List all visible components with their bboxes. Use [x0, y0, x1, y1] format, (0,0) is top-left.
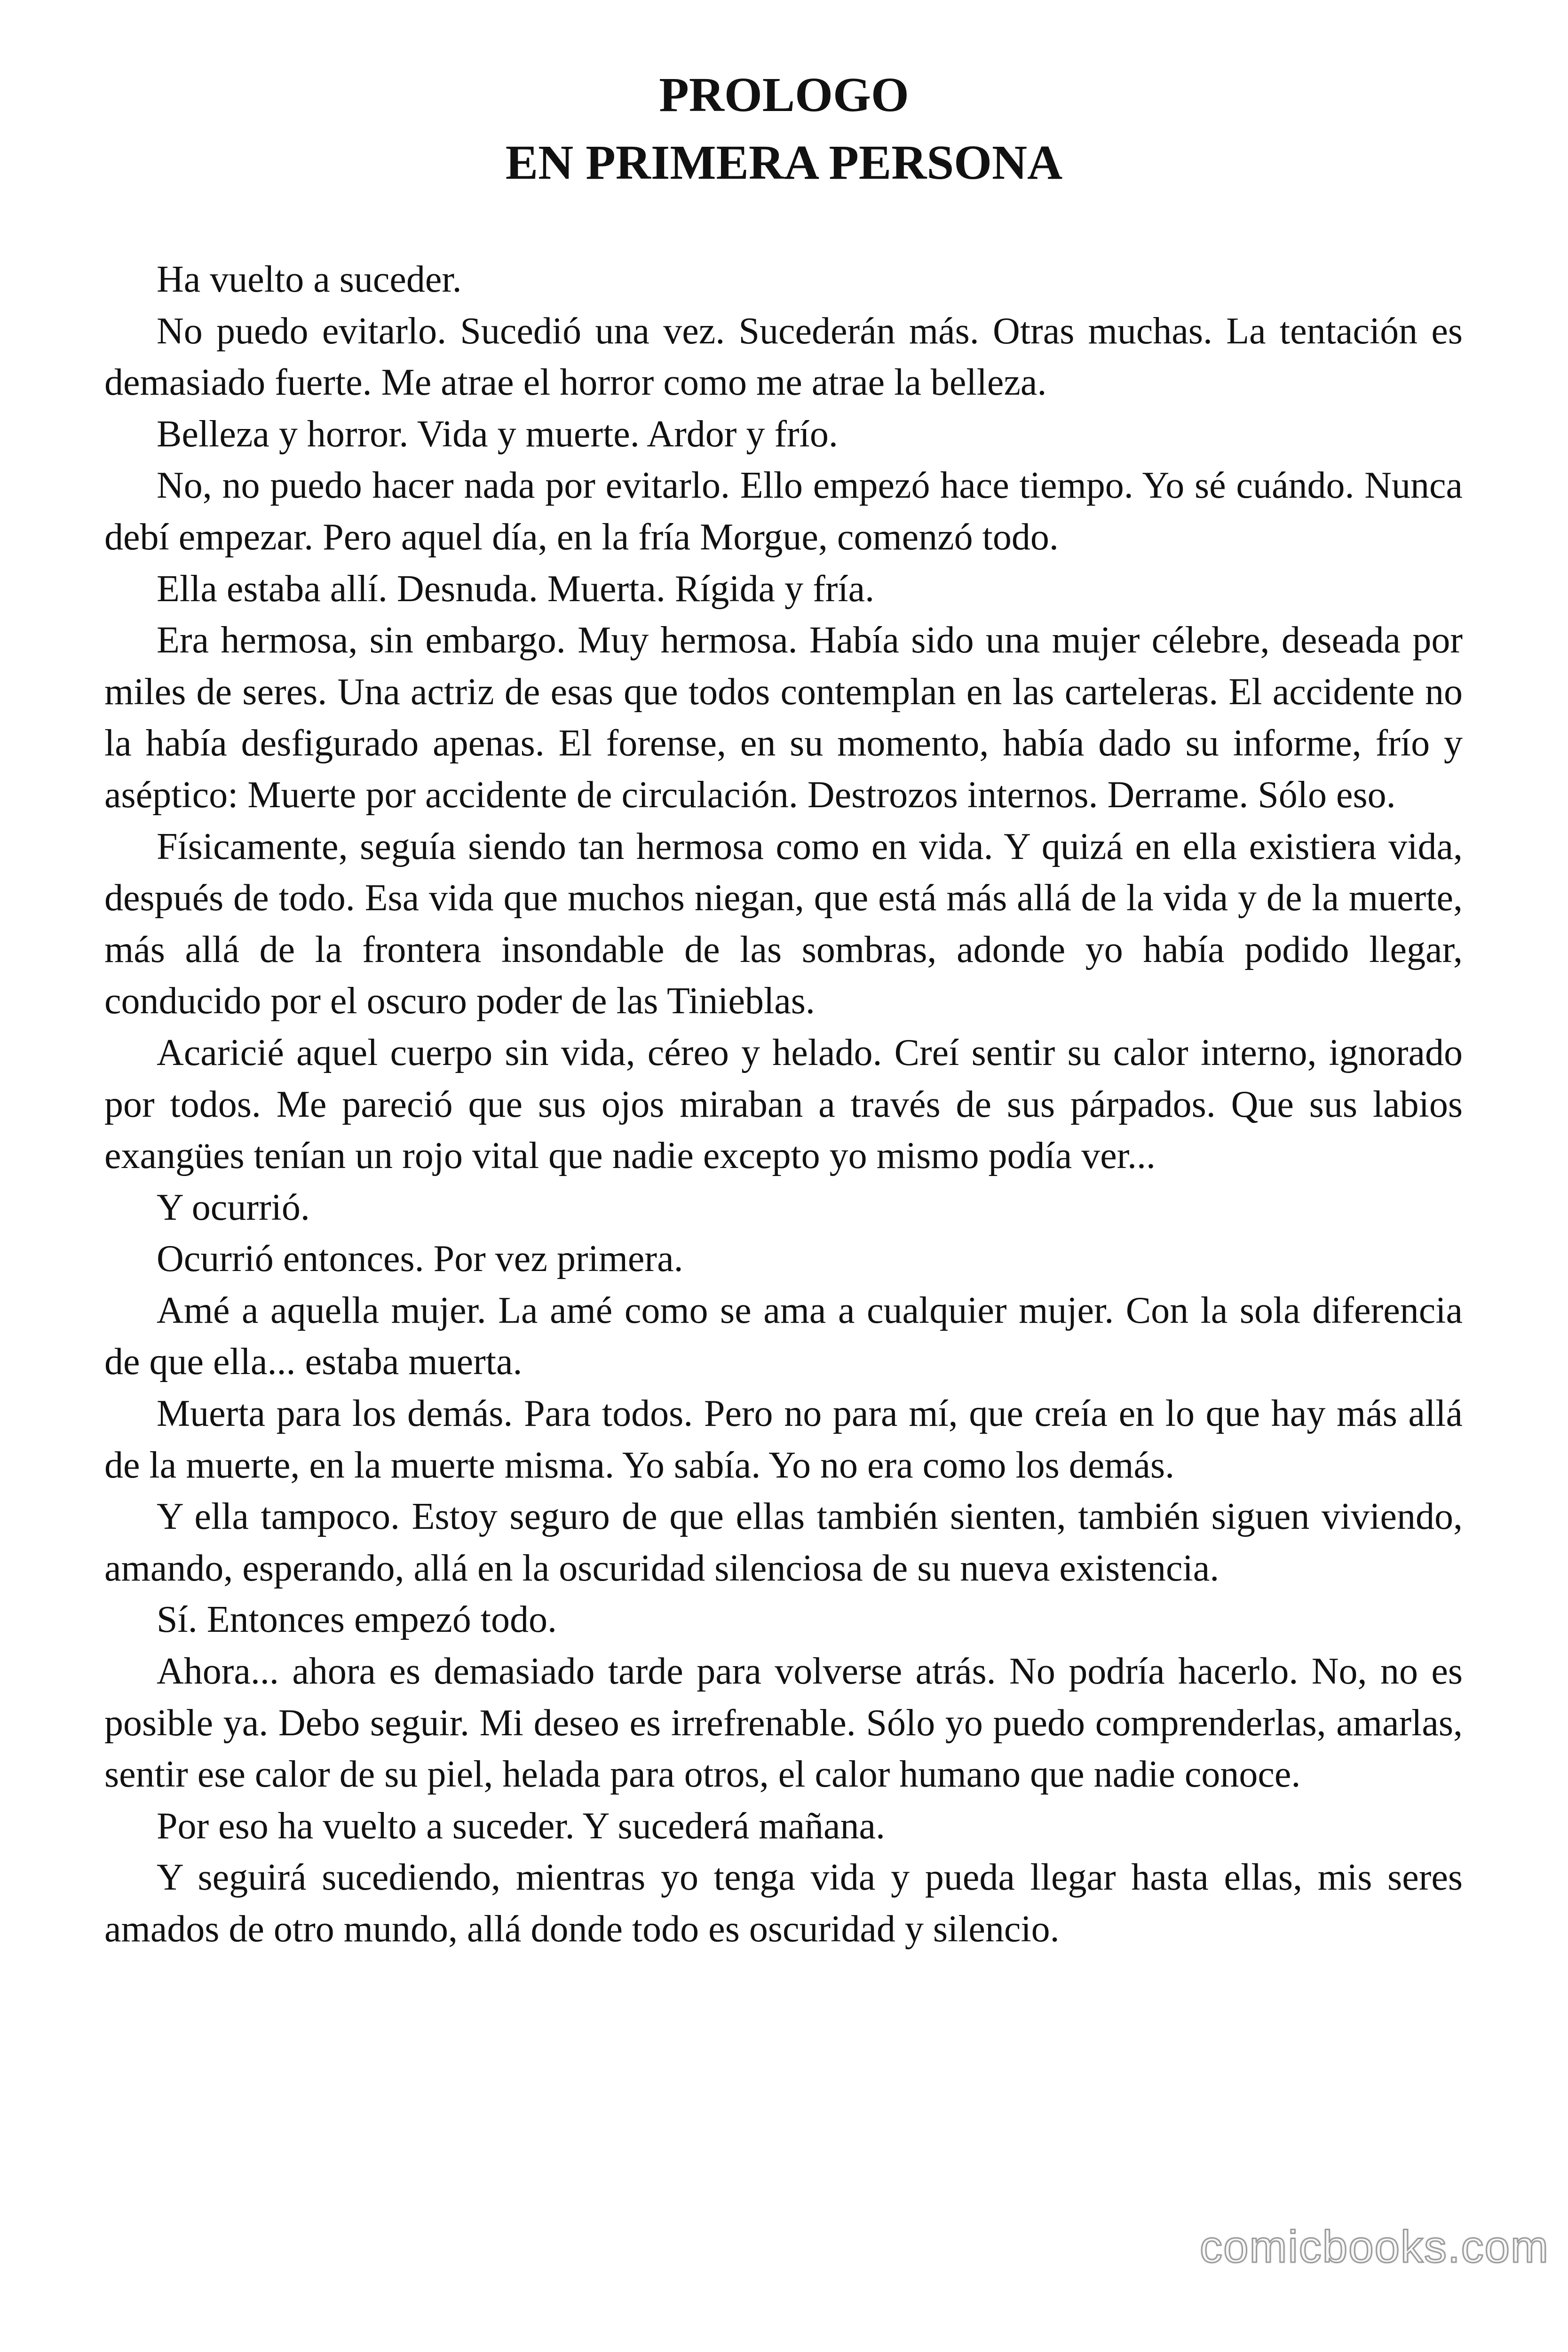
- chapter-title: PROLOGO: [659, 68, 909, 122]
- paragraph: Ella estaba allí. Desnuda. Muerta. Rígida y fría.: [157, 568, 875, 610]
- paragraph: Por eso ha vuelto a suceder. Y sucederá mañana.: [157, 1805, 886, 1847]
- prologue-body: [104, 254, 1463, 1955]
- paragraph: Ha vuelto a suceder.: [157, 259, 462, 300]
- paragraph: Amé a aquella mujer. La amé como se ama a cualquier mujer. Con la sola diferencia de que ella... estaba muerta.: [104, 1289, 1463, 1383]
- chapter-heading: [0, 61, 1568, 197]
- paragraph: Y ella tampoco. Estoy seguro de que ellas también sienten, también siguen viviendo, amando, esperando, allá en la oscuridad silenciosa de su nueva existencia.: [104, 1496, 1463, 1589]
- paragraph: Acaricié aquel cuerpo sin vida, céreo y helado. Creí sentir su calor interno, ignorado por todos. Me pareció que sus ojos miraban a través de sus párpados. Que sus labios exangües tenían un rojo vital que nadie excepto yo mismo podía ver...: [104, 1032, 1463, 1177]
- paragraph: Y ocurrió.: [157, 1186, 310, 1228]
- paragraph: Belleza y horror. Vida y muerte. Ardor y frío.: [157, 413, 838, 455]
- paragraph: Ahora... ahora es demasiado tarde para volverse atrás. No podría hacerlo. No, no es posible ya. Debo seguir. Mi deseo es irrefrenable. Sólo yo puedo comprenderlas, amarlas, sentir ese calor de su piel, helada para otros, el calor humano que nadie conoce.: [104, 1651, 1463, 1796]
- paragraph: Y seguirá sucediendo, mientras yo tenga vida y pueda llegar hasta ellas, mis seres amados de otro mundo, allá donde todo es oscuridad y silencio.: [104, 1857, 1463, 1950]
- paragraph: Ocurrió entonces. Por vez primera.: [157, 1238, 683, 1280]
- chapter-subtitle: EN PRIMERA PERSONA: [505, 135, 1063, 190]
- paragraph: Físicamente, seguía siendo tan hermosa como en vida. Y quizá en ella existiera vida, después de todo. Esa vida que muchos niegan, que está más allá de la vida y de la muerte, más allá de la frontera insondable de las sombras, adonde yo había podido llegar, conducido por el oscuro poder de las Tinieblas.: [104, 826, 1463, 1022]
- paragraph: No, no puedo hacer nada por evitarlo. Ello empezó hace tiempo. Yo sé cuándo. Nunca debí empezar. Pero aquel día, en la fría Morgue, comenzó todo.: [104, 465, 1463, 558]
- site-watermark: comicbooks.com: [1200, 2222, 1549, 2272]
- paragraph: Era hermosa, sin embargo. Muy hermosa. Había sido una mujer célebre, deseada por miles de seres. Una actriz de esas que todos contemplan en las carteleras. El accidente no la había desfigurado apenas. El forense, en su momento, había dado su informe, frío y aséptico: Muerte por accidente de circulación. Destrozos internos. Derrame. Sólo eso.: [104, 620, 1463, 816]
- paragraph: Muerta para los demás. Para todos. Pero no para mí, que creía en lo que hay más allá de la muerte, en la muerte misma. Yo sabía. Yo no era como los demás.: [104, 1393, 1463, 1486]
- paragraph: Sí. Entonces empezó todo.: [157, 1599, 557, 1641]
- paragraph: No puedo evitarlo. Sucedió una vez. Sucederán más. Otras muchas. La tentación es demasiado fuerte. Me atrae el horror como me atrae la belleza.: [104, 310, 1463, 404]
